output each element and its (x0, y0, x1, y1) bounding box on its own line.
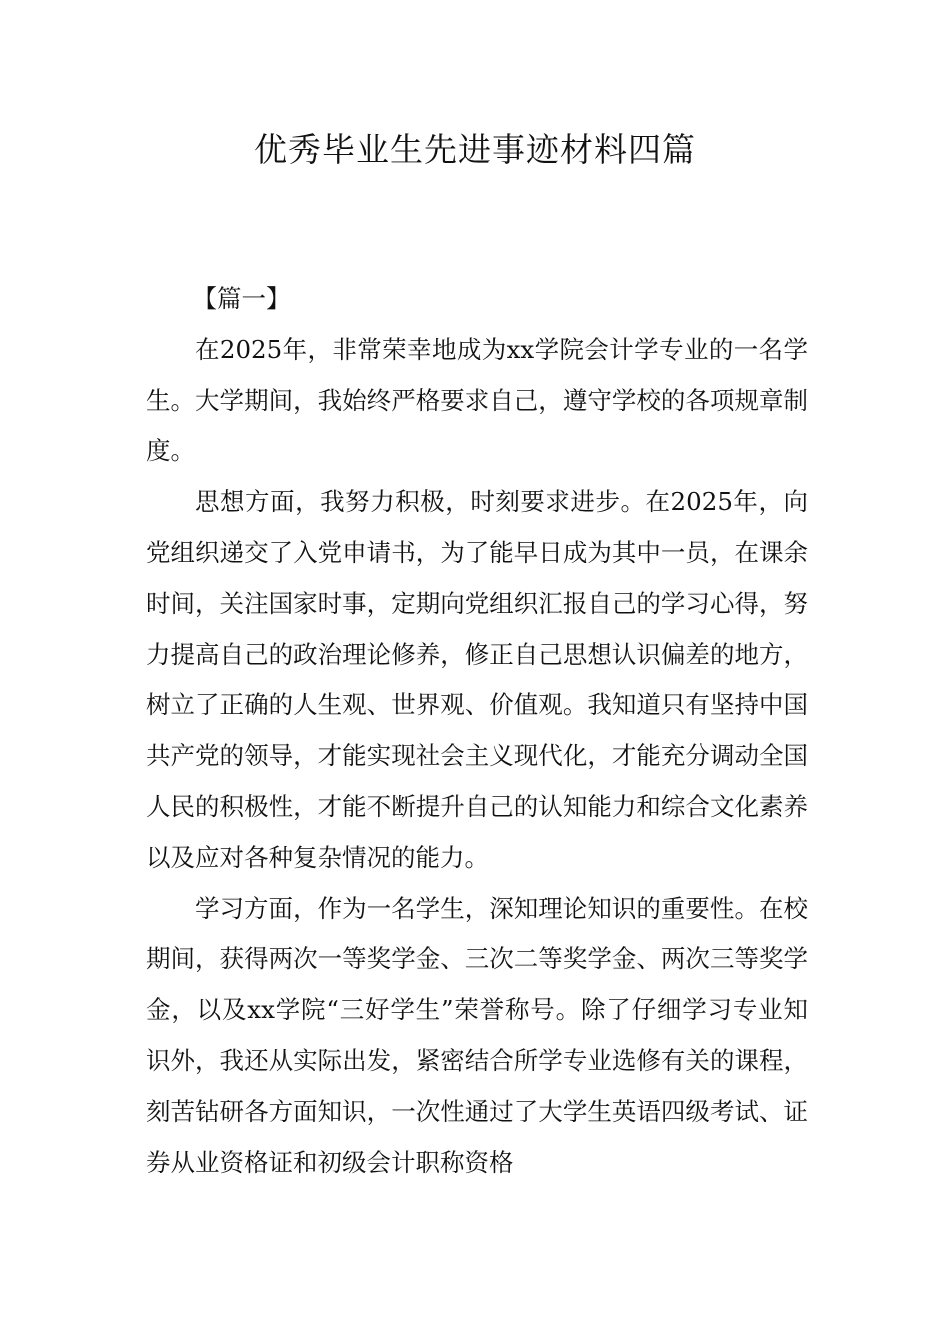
document-body (146, 274, 808, 1188)
paragraph-3: 学习方面，作为一名学生，深知理论知识的重要性。在校期间，获得两次一等奖学金、三次二等奖学金、两次三等奖学金，以及xx学院“三好学生”荣誉称号。除了仔细学习专业知识外，我还从实际出发，紧密结合所学专业选修有关的课程，刻苦钻研各方面知识，一次性通过了大学生英语四级考试、证券从业资格证和初级会计职称资格 (146, 893, 808, 1177)
document-title: 优秀毕业生先进事迹材料四篇 (254, 130, 696, 169)
paragraph-1: 在2025年，非常荣幸地成为xx学院会计学专业的一名学生。大学期间，我始终严格要求自己，遵守学校的各项规章制度。 (146, 334, 808, 466)
paragraph-2: 思想方面，我努力积极，时刻要求进步。在2025年，向党组织递交了入党申请书，为了能早日成为其中一员，在课余时间，关注国家时事，定期向党组织汇报自己的学习心得，努力提高自己的政治理论修养，修正自己思想认识偏差的地方，树立了正确的人生观、世界观、价值观。我知道只有坚持中国共产党的领导，才能实现社会主义现代化，才能充分调动全国人民的积极性，才能不断提升自己的认知能力和综合文化素养以及应对各种复杂情况的能力。 (146, 487, 808, 872)
section-heading: 【篇一】 (192, 284, 291, 313)
